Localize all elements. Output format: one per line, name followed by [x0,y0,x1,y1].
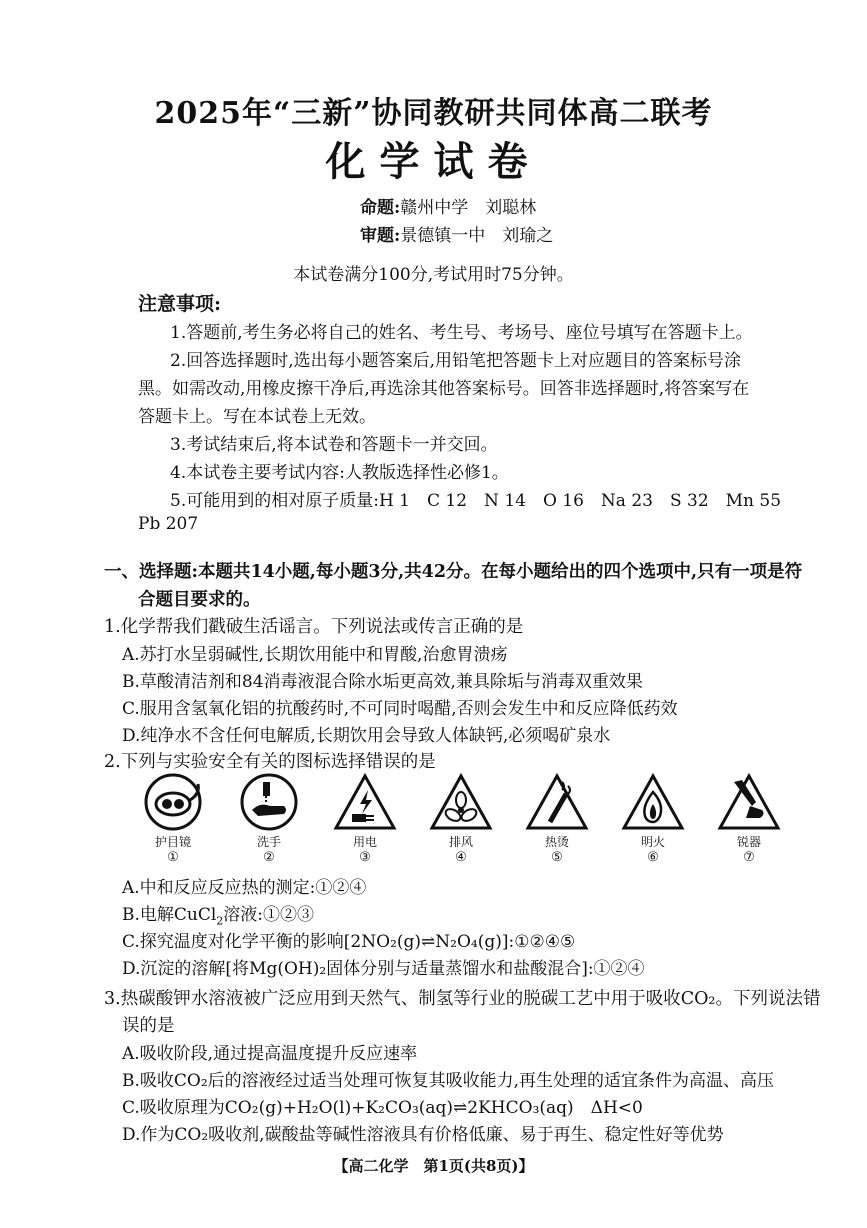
notice-item: 1.答题前,考生务必将自己的姓名、考生号、考场号、座位号填写在答题卡上。 [170,323,753,343]
author-line [360,193,536,218]
option-b-sub: 2 [216,914,224,928]
author-label: 命题: [360,198,401,218]
goggles-icon [140,772,206,832]
notice-item: 5.可能用到的相对原子质量:H 1 C 12 N 14 O 16 Na 23 S 32 Mn 55 [170,491,782,511]
icon-label: 明火 [640,835,665,849]
icon-label: 用电 [352,835,377,849]
icon-label: 锐器 [736,835,761,849]
question-1-option-c: C.服用含氢氧化铝的抗酸药时,不可同时喝醋,否则会发生中和反应降低药效 [122,699,678,719]
question-3-option-b: B.吸收CO₂后的溶液经过适当处理可恢复其吸收能力,再生处理的适宜条件为高温、高压 [122,1071,775,1091]
question-2-stem: 2.下列与实验安全有关的图标选择错误的是 [104,752,436,772]
question-2-option-d: D.沉淀的溶解[将Mg(OH)₂固体分别与适量蒸馏水和盐酸混合]:①②④ [122,959,645,979]
knife-icon [716,772,782,832]
subject-title: 化学试卷 [325,138,542,185]
icon-number: ② [263,850,275,865]
question-2-option-b [122,900,314,927]
question-2-option-a: A.中和反应反应热的测定:①②④ [122,878,367,898]
section-heading-cont: 合题目要求的。 [138,590,261,610]
reviewer-name: 景德镇一中 刘瑜之 [400,226,554,246]
icon-label: 护目镜 [154,835,191,849]
reviewer-label: 审题: [360,226,401,246]
icon-number: ④ [455,850,467,865]
question-1-stem: 1.化学帮我们戳破生活谣言。下列说法或传言正确的是 [104,617,524,637]
notice-item: 4.本试卷主要考试内容:人教版选择性必修1。 [170,463,509,483]
handwash-safety-icon [234,772,304,867]
icon-label: 洗手 [256,835,281,849]
question-3-stem-cont: 误的是 [122,1016,175,1036]
fan-icon [428,772,494,832]
question-1-option-d: D.纯净水不含任何电解质,长期饮用会导致人体缺钙,必须喝矿泉水 [122,726,611,746]
icon-number: ① [167,850,179,865]
section-heading: 一、选择题:本题共14小题,每小题3分,共42分。在每小题给出的四个选项中,只有一项是符 [104,562,803,582]
question-3-stem: 3.热碳酸钾水溶液被广泛应用到天然气、制氢等行业的脱碳工艺中用于吸收CO₂。下列说法错 [104,989,821,1009]
question-1-option-a: A.苏打水呈弱碱性,长期饮用能中和胃酸,治愈胃溃疡 [122,645,508,665]
page-footer: 【高二化学 第1页(共8页)】 [333,1157,534,1175]
notice-heading: 注意事项: [138,293,222,315]
icon-label: 排风 [448,835,473,849]
question-2-option-c: C.探究温度对化学平衡的影响[2NO₂(g)⇌N₂O₄(g)]:①②④⑤ [122,932,576,952]
icon-label: 热烫 [544,835,569,849]
author-name: 赣州中学 刘聪林 [400,198,537,218]
notice-item: 3.考试结束后,将本试卷和答题卡一并交回。 [170,435,498,455]
question-1-option-b: B.草酸清洁剂和84消毒液混合除水垢更高效,兼具除垢与消毒双重效果 [122,672,643,692]
exam-meta: 本试卷满分100分,考试用时75分钟。 [293,265,574,285]
open-flame-safety-icon [618,772,688,867]
reviewer-line [360,221,553,246]
notice-item: 答题卡上。写在本试卷上无效。 [138,407,376,427]
safety-icon-row [138,772,778,867]
question-3-option-a: A.吸收阶段,通过提高温度提升反应速率 [122,1044,418,1064]
hot-surface-safety-icon [522,772,592,867]
question-3-option-c: C.吸收原理为CO₂(g)+H₂O(l)+K₂CO₃(aq)⇌2KHCO₃(aq) ΔH<0 [122,1098,643,1118]
icon-number: ⑤ [551,850,563,865]
option-b-post: 溶液:①②③ [223,905,315,925]
icon-number: ⑥ [647,850,659,865]
question-3-option-d: D.作为CO₂吸收剂,碳酸盐等碱性溶液具有价格低廉、易于再生、稳定性好等优势 [122,1125,724,1145]
flame-icon [620,772,686,832]
exam-title: 2025年“三新”协同教研共同体高二联考 [154,96,713,131]
notice-item: 黑。如需改动,用橡皮擦干净后,再选涂其他答案标号。回答非选择题时,将答案写在 [138,379,750,399]
electricity-safety-icon [330,772,400,867]
sharp-object-safety-icon [714,772,784,867]
goggles-safety-icon [138,772,208,867]
icon-number: ⑦ [743,850,755,865]
electric-plug-icon [332,772,398,832]
option-b-pre: B.电解CuCl [122,905,217,925]
icon-number: ③ [359,850,371,865]
notice-item: 2.回答选择题时,选出每小题答案后,用铅笔把答题卡上对应题目的答案标号涂 [170,351,742,371]
notice-item: Pb 207 [138,514,199,534]
ventilation-safety-icon [426,772,496,867]
hot-surface-icon [524,772,590,832]
handwash-icon [236,772,302,832]
